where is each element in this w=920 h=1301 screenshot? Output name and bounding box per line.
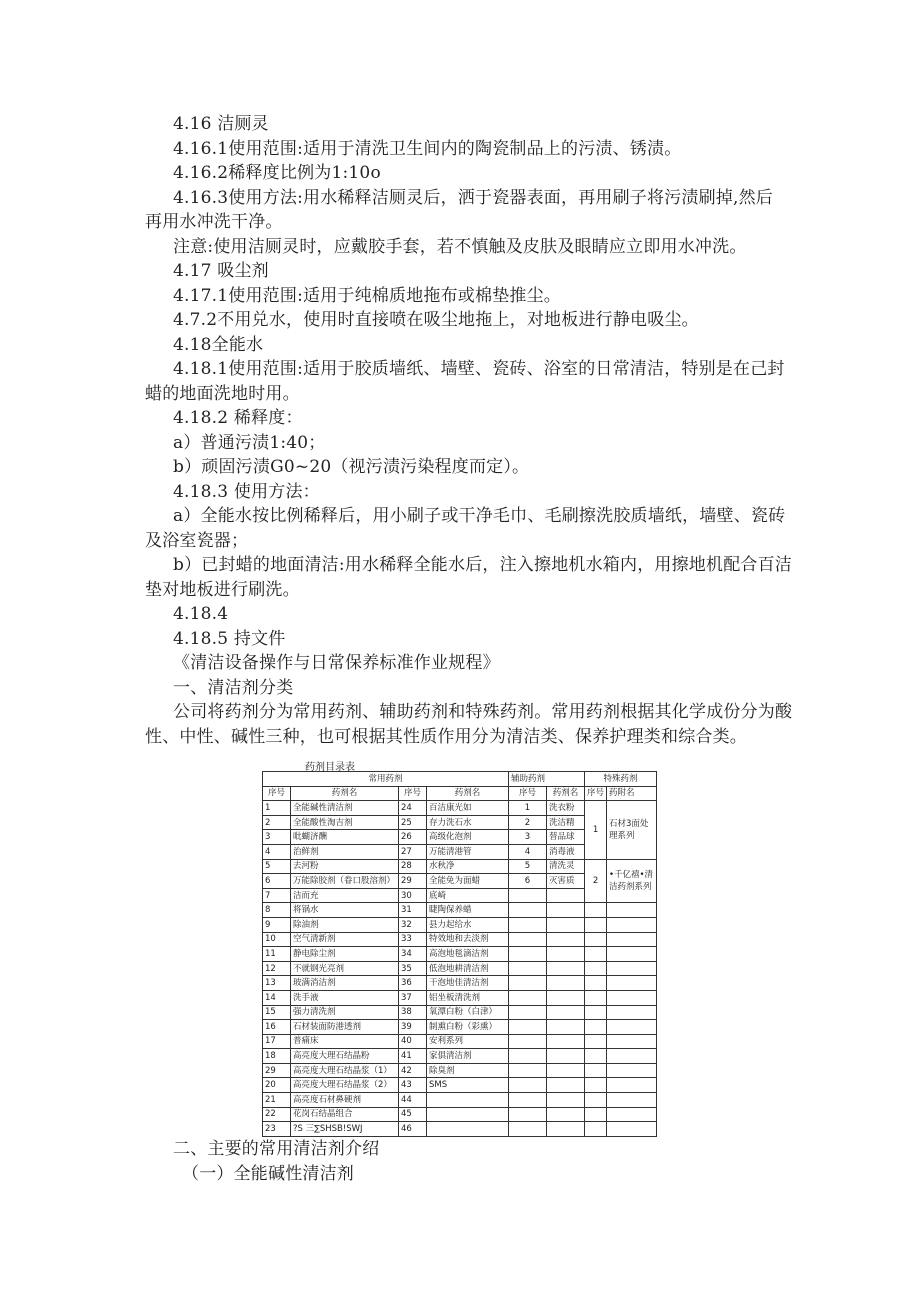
table-cell [607,1034,657,1049]
table-cell [607,903,657,918]
table-cell [585,1034,607,1049]
table-cell [509,917,547,932]
text-line: 4.16.3使用方法:用水稀释洁厕灵后，洒于瓷器表面，再用刷子将污渍刷掉,然后 [173,188,774,208]
table-cell [585,1005,607,1020]
table-cell: 28 [399,859,427,874]
table-cell: 5 [263,859,291,874]
text-line: 4.18.4 [173,604,229,624]
table-column-header-row [263,786,657,801]
table-cell [607,1063,657,1078]
column-header: 序号 [509,786,547,801]
table-cell: 洗衣粉 [547,801,585,816]
table-cell: 全能免为面蜡 [427,874,509,889]
table-row [263,1063,657,1078]
table-cell: 去河粉 [291,859,399,874]
table-cell [547,976,585,991]
table-cell [547,990,585,1005]
table-cell: 万能除胶剂（眷口股溶剂） [291,874,399,889]
table-cell: 氧潭白粉（白津） [427,1005,509,1020]
special-no-cell: 2 [585,859,607,903]
column-header: 药剂名 [427,786,509,801]
table-cell: 干泡地佳清洁剂 [427,976,509,991]
table-cell: 安利系列 [427,1034,509,1049]
table-cell: 3 [509,830,547,845]
column-header: 序号 [585,786,607,801]
column-header: 序号 [263,786,291,801]
drug-catalog-table [262,771,657,1137]
table-cell: 2 [263,815,291,830]
table-cell [607,1122,657,1137]
special-no-cell: 1 [585,801,607,859]
text-line: 4.18.3 使用方法： [173,482,320,502]
table-cell: SMS [427,1078,509,1093]
group-header-common: 常用药剂 [263,772,509,787]
table-cell: 高泡地毯滴洁剂 [427,947,509,962]
table-cell: 40 [399,1034,427,1049]
table-cell: 高亮度石材鼻硬剂 [291,1093,399,1108]
table-cell: 玻满消洁剂 [291,976,399,991]
column-header: 药剂名 [291,786,399,801]
table-cell [427,1122,509,1137]
text-line: 垫对地板进行刷洗。 [145,580,300,600]
table-cell [585,947,607,962]
table-cell: 存力洗石水 [427,815,509,830]
table-cell: 43 [399,1078,427,1093]
table-cell [607,990,657,1005]
table-cell: ?S 三∑SHSB!SWJ [291,1122,399,1137]
table-cell [509,1078,547,1093]
table-cell: 底崎 [427,888,509,903]
text-line: 《清洁设备操作与日常保养标准作业规程》 [173,653,500,673]
text-line: 注意:使用洁厕灵时，应戴胶手套，若不慎触及皮肤及眼睛应立即用水冲洗。 [173,237,747,257]
table-cell: 消毒液 [547,844,585,859]
table-cell [607,932,657,947]
table-body [263,801,657,1137]
table-cell: 水秋净 [427,859,509,874]
column-header: 序号 [399,786,427,801]
table-cell: 2 [509,815,547,830]
table-cell: 4 [263,844,291,859]
table-cell: 25 [399,815,427,830]
table-cell [607,1049,657,1064]
table-cell: 12 [263,961,291,976]
table-cell: 6 [263,874,291,889]
table-cell: 1 [509,801,547,816]
text-line: b）顽固污渍G0~20（视污渍污染程度而定）。 [173,457,530,477]
table-cell: 替品球 [547,830,585,845]
table-row [263,1049,657,1064]
table-cell: 7 [263,888,291,903]
table-cell: 24 [399,801,427,816]
table-cell [547,1063,585,1078]
table-cell: 睫陶保养蜡 [427,903,509,918]
text-line: 蜡的地面洗地时用。 [145,384,300,404]
table-cell: 铝坐板清洗剂 [427,990,509,1005]
table-cell: 花岗石结晶组合 [291,1107,399,1122]
table-cell [547,961,585,976]
text-line: 4.18.5 持文件 [173,629,286,649]
table-cell: 16 [263,1020,291,1035]
text-line: 性、中性、碱性三种，也可根据其性质作用分为清洁类、保养护理类和综合类。 [145,727,747,747]
table-cell [509,1093,547,1108]
table-row [263,990,657,1005]
text-line: 公司将药剂分为常用药剂、辅助药剂和特殊药剂。常用药剂根据其化学成份分为酸 [173,702,793,722]
table-row [263,976,657,991]
table-cell [585,932,607,947]
table-cell: 15 [263,1005,291,1020]
table-row [263,1005,657,1020]
table-cell: 37 [399,990,427,1005]
table-cell: 6 [509,874,547,889]
text-line: 4.16.2稀释度比例为1:10o [173,163,381,183]
table-cell: 18 [263,1049,291,1064]
table-cell: 石材装面防港透剂 [291,1020,399,1035]
table-cell [607,1020,657,1035]
table-cell: 高级化泡剂 [427,830,509,845]
table-cell: 吡蝴济酬 [291,830,399,845]
table-cell [547,1107,585,1122]
table-cell: 低泡地耕清洁剂 [427,961,509,976]
table-row [263,801,657,816]
table-cell: 31 [399,903,427,918]
table-cell [509,903,547,918]
text-line: 4.18全能水 [173,335,264,355]
special-name-cell: 石材3面处理系列 [607,801,657,859]
table-cell: 强力清洗剂 [291,1005,399,1020]
table-cell [509,1034,547,1049]
table-cell [585,903,607,918]
table-row [263,1093,657,1108]
table-cell: 静电除尘剂 [291,947,399,962]
special-name-cell: •千亿禧•清洁药剂系列 [607,859,657,903]
table-cell: 10 [263,932,291,947]
table-cell [607,1107,657,1122]
table-cell: 空气清新剂 [291,932,399,947]
table-cell: 万能清港管 [427,844,509,859]
table-cell [547,1020,585,1035]
table-cell: 11 [263,947,291,962]
table-cell: 21 [263,1093,291,1108]
table-cell: 34 [399,947,427,962]
table-cell: 22 [263,1107,291,1122]
table-cell: 32 [399,917,427,932]
table-row [263,1078,657,1093]
table-row [263,917,657,932]
table-row [263,1034,657,1049]
section-heading: 一、清洁剂分类 [173,678,294,698]
table-cell [509,990,547,1005]
table-cell: 3 [263,830,291,845]
table-cell: 1 [263,801,291,816]
column-header: 药剂名 [547,786,585,801]
table-cell: 26 [399,830,427,845]
table-cell [585,917,607,932]
table-cell [509,1122,547,1137]
table-cell [607,976,657,991]
table-cell [509,976,547,991]
table-cell: 9 [263,917,291,932]
table-cell: 制熏白粉（彩熏） [427,1020,509,1035]
table-cell: 33 [399,932,427,947]
column-header: 药附名 [607,786,657,801]
table-cell [585,1093,607,1108]
table-cell [547,1078,585,1093]
table-cell: 29 [263,1063,291,1078]
table-row [263,859,657,874]
text-line: 4.18.2 稀释度： [173,408,303,428]
table-row [263,1107,657,1122]
table-cell [585,1020,607,1035]
group-header-special: 特殊药剂 [585,772,657,787]
table-cell: 清洗灵 [547,859,585,874]
table-cell: 41 [399,1049,427,1064]
table-cell: 17 [263,1034,291,1049]
table-caption: 药剂目录表 [305,762,355,773]
table-cell: 13 [263,976,291,991]
table-cell: 洁而充 [291,888,399,903]
text-line: a）普通污渍1:40； [173,433,326,453]
text-line: b）已封蜡的地面清洁:用水稀释全能水后，注入擦地机水箱内，用擦地机配合百洁 [173,555,793,575]
table-cell: 百洁康光如 [427,801,509,816]
table-cell: 洗洁精 [547,815,585,830]
table-cell: 除油剂 [291,917,399,932]
table-cell: 高亮度大理石结晶粉 [291,1049,399,1064]
table-cell: 5 [509,859,547,874]
table-cell [585,1063,607,1078]
table-cell: 30 [399,888,427,903]
table-row [263,947,657,962]
table-cell: 35 [399,961,427,976]
table-cell: 23 [263,1122,291,1137]
table-cell: 家俱清洁剂 [427,1049,509,1064]
table-cell [547,947,585,962]
text-line: 4.17.1使用范围:适用于纯棉质地拖布或棉垫推尘。 [173,286,561,306]
table-cell [607,917,657,932]
table-cell [547,917,585,932]
table-cell [607,1005,657,1020]
table-cell: 45 [399,1107,427,1122]
table-cell [585,1049,607,1064]
table-cell [585,1078,607,1093]
table-row [263,1122,657,1137]
table-row [263,903,657,918]
table-cell [509,1107,547,1122]
table-cell [427,1093,509,1108]
table-cell [509,1020,547,1035]
table-cell: 洗手液 [291,990,399,1005]
table-cell [427,1107,509,1122]
table-cell: 46 [399,1122,427,1137]
subsection-heading: （一）全能碱性清洁剂 [182,1164,354,1184]
table-cell [585,976,607,991]
table-cell [607,961,657,976]
table-cell: 39 [399,1020,427,1035]
table-cell: 高亮度大理石结晶浆（1） [291,1063,399,1078]
table-cell [509,1049,547,1064]
table-cell: 27 [399,844,427,859]
table-cell [509,947,547,962]
table-cell: 将锅水 [291,903,399,918]
table-cell [509,1063,547,1078]
text-line: 4.16.1使用范围:适用于清洗卫生间内的陶瓷制品上的污渍、锈渍。 [173,139,682,159]
table-cell [585,961,607,976]
table-cell: 普痛床 [291,1034,399,1049]
table-cell: 8 [263,903,291,918]
table-cell [547,888,585,903]
table-cell: 全能碱性清洁剂 [291,801,399,816]
table-cell [547,1034,585,1049]
table-row [263,961,657,976]
table-cell [547,1049,585,1064]
table-cell [547,1093,585,1108]
table-cell: 除臭剂 [427,1063,509,1078]
table-cell: 高亮度大理石结晶浆（2） [291,1078,399,1093]
table-cell: 36 [399,976,427,991]
table-cell: 灭害质 [547,874,585,889]
table-cell [547,903,585,918]
table-cell: 20 [263,1078,291,1093]
table-cell [585,990,607,1005]
table-cell: 14 [263,990,291,1005]
table-group-header-row [263,772,657,787]
text-line: 及浴室瓷器； [145,531,249,551]
table-cell [547,1122,585,1137]
text-line: 4.17 吸尘剂 [173,261,269,281]
text-line: 4.18.1使用范围:适用于胶质墙纸、墙壁、瓷砖、浴室的日常清洁，特别是在己封 [173,359,785,379]
table-cell: 县力起给水 [427,917,509,932]
table-cell [509,888,547,903]
table-cell [585,1122,607,1137]
table-cell: 42 [399,1063,427,1078]
table-row [263,932,657,947]
table-cell [607,1093,657,1108]
table-cell [607,947,657,962]
table-cell [509,961,547,976]
table-cell [607,1078,657,1093]
table-cell: 治鲜剂 [291,844,399,859]
table-cell: 不就钢光亮剂 [291,961,399,976]
section-heading: 二、主要的常用清洁剂介绍 [173,1139,380,1159]
text-line: 再用水冲洗干净。 [145,212,283,232]
text-line: a）全能水按比例稀释后，用小刷子或干净毛巾、毛刷擦洗胶质墙纸，墙壁、瓷砖 [173,506,786,526]
table-cell: 44 [399,1093,427,1108]
table-cell: 全能酸性淘吉剂 [291,815,399,830]
table-cell [547,1005,585,1020]
table-cell: 29 [399,874,427,889]
table-cell [509,1005,547,1020]
table-cell: 38 [399,1005,427,1020]
text-line: 4.7.2不用兑水，使用时直接喷在吸尘地拖上，对地板进行静电吸尘。 [173,310,699,330]
table-cell [585,1107,607,1122]
table-row [263,1020,657,1035]
table-cell [547,932,585,947]
group-header-auxiliary: 辅助药剂 [509,772,585,787]
table-cell: 4 [509,844,547,859]
text-line: 4.16 洁厕灵 [173,114,269,134]
table-cell [509,932,547,947]
table-cell: 特效地和去淡剂 [427,932,509,947]
